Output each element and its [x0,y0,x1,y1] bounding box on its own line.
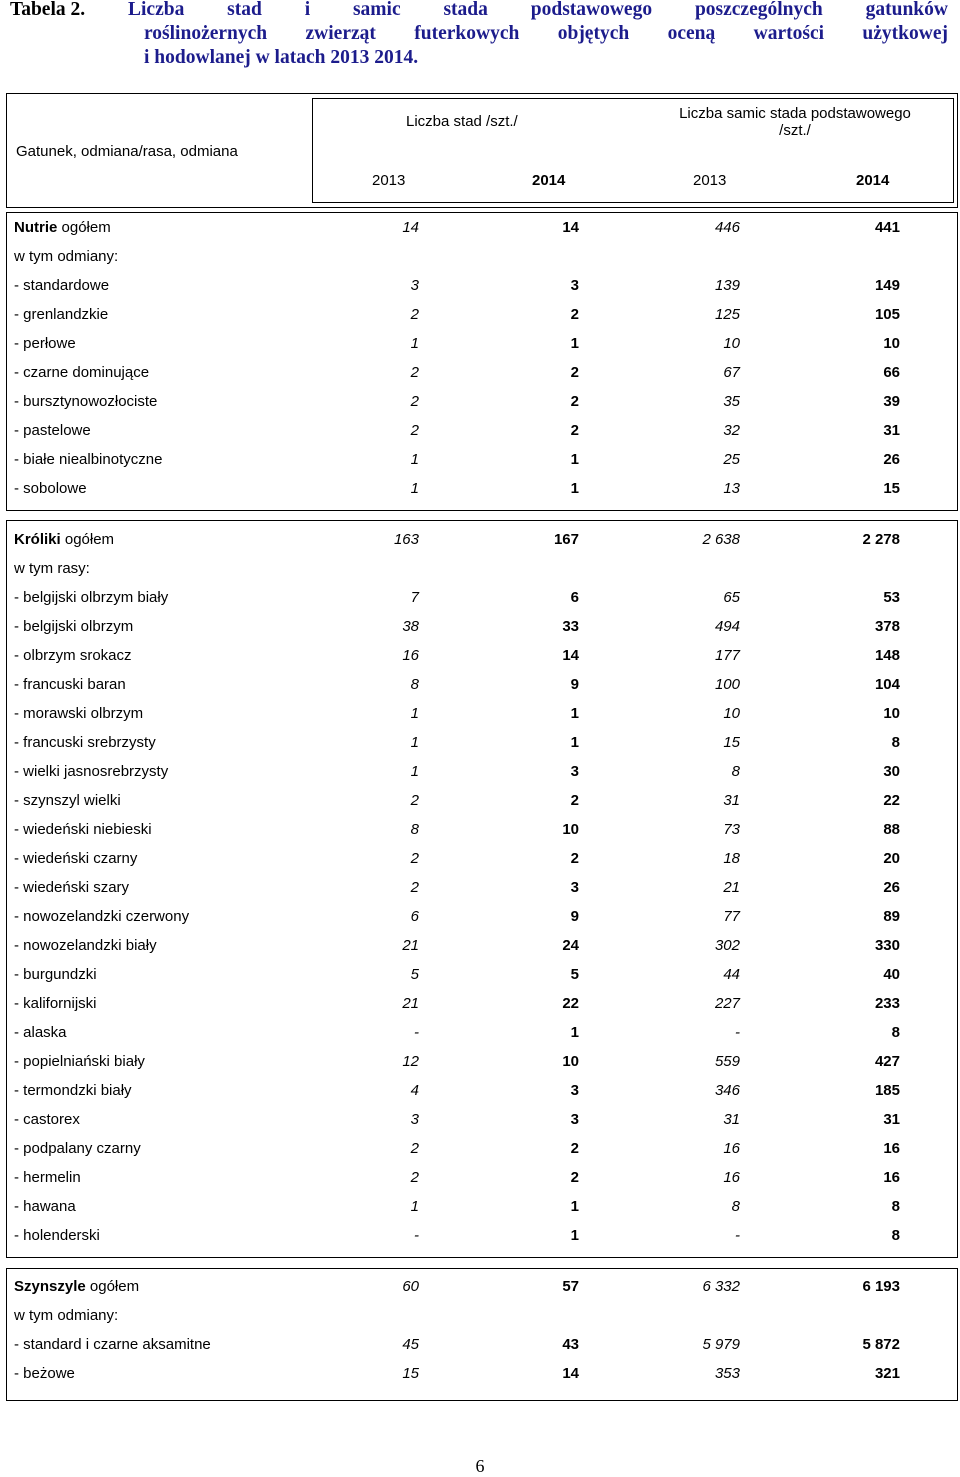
cell-herds-2014: 1 [570,1198,579,1215]
table-row-nutria [14,480,904,500]
row-label-text: - czarne dominujące [14,364,150,381]
page-number: 6 [475,1456,485,1476]
row-label-text: - belgijski olbrzym biały [14,589,169,606]
table-row-rabbits [14,792,904,812]
cell-herds-2013: 1 [410,763,419,780]
row-label [14,219,111,236]
cell-herds-2014: 2 [570,393,579,410]
table-row-nutria [14,219,904,239]
cell-females-2013: 44 [723,966,740,983]
cell-females-2013: 8 [731,1198,740,1215]
cell-females-2013: 73 [723,821,740,838]
cell-females-2013: 31 [723,792,740,809]
row-label-text: w tym rasy: [14,560,90,577]
row-label-text: - pastelowe [14,422,91,439]
cell-females-2014: 8 [891,1198,900,1215]
cell-females-2014: 5 872 [862,1336,900,1353]
cell-females-2013: 16 [723,1140,740,1157]
row-label [14,531,114,548]
cell-females-2013: 6 332 [702,1278,740,1295]
cell-herds-2013: 2 [410,850,419,867]
cell-herds-2014: 10 [562,1053,579,1070]
year-header-herds-2014: 2014 [532,172,566,189]
row-label [14,618,133,635]
cell-herds-2014: 43 [562,1336,579,1353]
cell-females-2014: 88 [883,821,900,838]
cell-herds-2013: 21 [402,995,419,1012]
row-label-species: Nutrie [14,219,58,236]
table-row-rabbits [14,1198,904,1218]
row-label [14,937,157,954]
cell-females-2014: 39 [883,393,900,410]
cell-females-2014: 31 [883,1111,900,1128]
row-label [14,792,121,809]
cell-herds-2014: 10 [562,821,579,838]
table-row-nutria [14,306,904,326]
table-row-rabbits [14,647,904,667]
cell-females-2013: 21 [723,879,740,896]
cell-herds-2014: 1 [570,480,579,497]
row-label [14,1198,76,1215]
cell-herds-2014: 3 [570,879,579,896]
cell-herds-2013: - [414,1227,419,1244]
row-label-species: Szynszyle [14,1278,86,1295]
female-count-group-header: Liczba samic stada podstawowego /szt./ [679,105,911,139]
cell-herds-2014: 3 [570,1111,579,1128]
cell-herds-2014: 24 [562,937,579,954]
row-label-text: - bursztynowozłociste [14,393,158,410]
cell-herds-2014: 2 [570,1169,579,1186]
row-label-text: - holenderski [14,1227,100,1244]
cell-females-2013: 35 [723,393,740,410]
cell-herds-2013: 7 [410,589,419,606]
table-row-rabbits [14,1082,904,1102]
cell-females-2014: 2 278 [862,531,900,548]
cell-herds-2014: 2 [570,422,579,439]
row-label [14,647,132,664]
row-label [14,248,118,265]
row-label-text: - wiedeński czarny [14,850,138,867]
cell-females-2014: 6 193 [862,1278,900,1295]
cell-females-2013: 31 [723,1111,740,1128]
cell-females-2013: - [735,1024,740,1041]
row-label-text: - podpalany czarny [14,1140,141,1157]
row-label-text: - olbrzym srokacz [14,647,132,664]
row-label-text: - standardowe [14,277,110,294]
cell-herds-2013: 1 [410,335,419,352]
row-label-text: - burgundzki [14,966,97,983]
cell-herds-2014: 167 [553,531,579,548]
cell-herds-2014: 1 [570,734,579,751]
cell-herds-2014: 1 [570,451,579,468]
row-label-text: - nowozelandzki biały [14,937,157,954]
row-label [14,1053,145,1070]
cell-herds-2014: 2 [570,364,579,381]
table-row-rabbits [14,676,904,696]
row-label [14,451,162,468]
cell-herds-2013: 8 [410,676,419,693]
table-row-nutria [14,393,904,413]
cell-females-2014: 89 [883,908,900,925]
row-label-text: - belgijski olbrzym [14,618,134,635]
cell-females-2014: 330 [874,937,900,954]
cell-herds-2013: 16 [402,647,419,664]
row-label-species: Króliki [14,531,61,548]
cell-females-2014: 31 [883,422,900,439]
row-label [14,850,137,867]
table-row-nutria [14,451,904,471]
row-label [14,306,108,323]
cell-females-2014: 104 [874,676,900,693]
row-label [14,480,87,497]
cell-herds-2013: 21 [402,937,419,954]
row-label [14,1169,81,1186]
table-row-rabbits [14,705,904,725]
table-row-rabbits [14,966,904,986]
cell-females-2014: 53 [883,589,900,606]
cell-herds-2014: 2 [570,792,579,809]
row-label-text: - beżowe [14,1365,75,1382]
cell-herds-2014: 33 [562,618,579,635]
table-row-chinchillas [14,1365,904,1385]
cell-herds-2013: - [414,1024,419,1041]
cell-females-2014: 8 [891,1024,900,1041]
table-row-rabbits [14,1053,904,1073]
cell-females-2014: 22 [883,792,900,809]
row-label-text: - białe niealbinotyczne [14,451,163,468]
cell-females-2014: 16 [883,1140,900,1157]
cell-females-2013: 18 [723,850,740,867]
cell-herds-2013: 14 [402,219,419,236]
cell-females-2014: 148 [874,647,900,664]
cell-females-2014: 16 [883,1169,900,1186]
row-label-text: - perłowe [14,335,76,352]
cell-herds-2013: 38 [402,618,419,635]
year-header-females-2014: 2014 [856,172,890,189]
table-row-nutria [14,335,904,355]
row-label [14,995,97,1012]
table-row-chinchillas [14,1278,904,1298]
cell-herds-2013: 1 [410,734,419,751]
cell-herds-2013: 8 [410,821,419,838]
row-label-text: - kalifornijski [14,995,97,1012]
table-row-chinchillas [14,1307,904,1327]
row-label [14,821,152,838]
row-label-text: - hawana [14,1198,76,1215]
cell-females-2013: 227 [714,995,740,1012]
row-label-text: ogółem [85,1278,140,1295]
row-label [14,1365,75,1382]
cell-herds-2013: 12 [402,1053,419,1070]
table-row-rabbits [14,879,904,899]
row-label [14,1140,141,1157]
cell-females-2014: 8 [891,1227,900,1244]
cell-herds-2013: 2 [410,422,419,439]
cell-females-2014: 427 [874,1053,900,1070]
table-row-rabbits [14,1140,904,1160]
cell-herds-2013: 5 [410,966,419,983]
cell-females-2014: 26 [883,879,900,896]
cell-females-2013: - [735,1227,740,1244]
cell-herds-2014: 14 [562,647,579,664]
cell-females-2013: 13 [723,480,740,497]
row-label-text: - wielki jasnosrebrzysty [14,763,169,780]
row-label-text: - nowozelandzki czerwony [14,908,190,925]
cell-herds-2013: 2 [410,306,419,323]
row-label-text: - standard i czarne aksamitne [14,1336,211,1353]
cell-females-2013: 67 [723,364,740,381]
cell-females-2014: 40 [883,966,900,983]
row-label [14,364,149,381]
cell-herds-2013: 4 [410,1082,419,1099]
cell-females-2013: 100 [714,676,740,693]
cell-herds-2013: 2 [410,879,419,896]
row-label [14,1307,118,1324]
cell-herds-2013: 1 [410,451,419,468]
species-column-header: Gatunek, odmiana/rasa, odmiana [16,143,238,160]
cell-females-2013: 302 [714,937,740,954]
cell-herds-2014: 9 [570,676,579,693]
cell-females-2013: 32 [723,422,740,439]
row-label [14,1278,139,1295]
cell-females-2013: 10 [723,335,740,352]
cell-females-2013: 65 [723,589,740,606]
year-header-herds-2013: 2013 [372,172,406,189]
cell-herds-2013: 2 [410,792,419,809]
table-row-rabbits [14,560,904,580]
cell-herds-2014: 14 [562,1365,579,1382]
cell-herds-2014: 1 [570,1227,579,1244]
cell-females-2014: 10 [883,335,900,352]
cell-herds-2013: 6 [410,908,419,925]
cell-herds-2013: 2 [410,1169,419,1186]
cell-females-2014: 149 [874,277,900,294]
cell-herds-2013: 1 [410,1198,419,1215]
cell-females-2013: 353 [714,1365,740,1382]
cell-females-2013: 559 [714,1053,740,1070]
row-label-text: - szynszyl wielki [14,792,121,809]
row-label-text: - hermelin [14,1169,81,1186]
table-row-nutria [14,248,904,268]
table-row-rabbits [14,763,904,783]
cell-females-2013: 77 [723,908,740,925]
cell-herds-2013: 45 [402,1336,419,1353]
cell-females-2014: 378 [874,618,900,635]
cell-females-2014: 441 [874,219,900,236]
row-label [14,589,168,606]
row-label [14,335,76,352]
row-label [14,1227,100,1244]
table-row-rabbits [14,734,904,754]
cell-females-2013: 2 638 [702,531,740,548]
cell-females-2014: 8 [891,734,900,751]
table-row-rabbits [14,589,904,609]
table-title [10,0,948,70]
cell-herds-2014: 2 [570,1140,579,1157]
row-label-text: - grenlandzkie [14,306,109,323]
table-row-rabbits [14,937,904,957]
cell-females-2014: 105 [874,306,900,323]
row-label [14,705,143,722]
row-label-text: ogółem [60,531,115,548]
table-row-rabbits [14,850,904,870]
cell-herds-2013: 1 [410,480,419,497]
row-label [14,879,129,896]
cell-herds-2014: 3 [570,277,579,294]
table-row-rabbits [14,618,904,638]
cell-females-2013: 177 [714,647,740,664]
row-label [14,422,91,439]
table-row-rabbits [14,908,904,928]
cell-herds-2014: 2 [570,850,579,867]
cell-herds-2013: 2 [410,1140,419,1157]
cell-females-2013: 10 [723,705,740,722]
cell-herds-2014: 3 [570,1082,579,1099]
cell-herds-2013: 3 [410,277,419,294]
title-line-1: Tabela 2. Liczba stad i samic stada podstawowego poszczególnych gatunków [10,0,948,20]
title-line-2: roślinożernych zwierząt futerkowych objętych oceną wartości użytkowej [144,23,948,44]
cell-females-2013: 8 [731,763,740,780]
row-label [14,560,90,577]
row-label-text: w tym odmiany: [14,1307,119,1324]
table-row-rabbits [14,531,904,551]
cell-females-2013: 15 [723,734,740,751]
cell-females-2014: 30 [883,763,900,780]
cell-females-2013: 16 [723,1169,740,1186]
table-label: Tabela 2. [10,0,86,20]
table-row-rabbits [14,995,904,1015]
cell-females-2013: 125 [714,306,740,323]
row-label [14,1024,67,1041]
row-label [14,393,157,410]
table-row-nutria [14,364,904,384]
cell-females-2014: 15 [883,480,900,497]
cell-herds-2014: 2 [570,306,579,323]
row-label [14,966,97,983]
herd-count-group-header: Liczba stad /szt./ [406,113,518,130]
cell-herds-2014: 1 [570,335,579,352]
row-label [14,1336,211,1353]
cell-herds-2014: 5 [570,966,579,983]
cell-females-2014: 321 [874,1365,900,1382]
row-label-text: - castorex [14,1111,80,1128]
cell-females-2014: 185 [874,1082,900,1099]
cell-females-2014: 10 [883,705,900,722]
cell-herds-2013: 163 [393,531,419,548]
cell-herds-2014: 14 [562,219,579,236]
cell-females-2013: 25 [723,451,740,468]
cell-herds-2014: 3 [570,763,579,780]
cell-females-2013: 494 [714,618,740,635]
cell-herds-2013: 15 [402,1365,419,1382]
row-label-text: - alaska [14,1024,67,1041]
row-label-text: - wiedeński niebieski [14,821,152,838]
table-row-rabbits [14,821,904,841]
table-row-nutria [14,277,904,297]
row-label-text: - sobolowe [14,480,87,497]
cell-females-2013: 5 979 [702,1336,740,1353]
table-row-rabbits [14,1111,904,1131]
row-label [14,1111,80,1128]
cell-females-2014: 26 [883,451,900,468]
row-label [14,676,126,693]
row-label [14,1082,132,1099]
cell-herds-2014: 57 [562,1278,579,1295]
table-row-rabbits [14,1024,904,1044]
cell-herds-2014: 9 [570,908,579,925]
cell-females-2013: 346 [714,1082,740,1099]
cell-herds-2014: 1 [570,705,579,722]
row-label-text: - morawski olbrzym [14,705,144,722]
row-label-text: - francuski srebrzysty [14,734,156,751]
table-row-chinchillas [14,1336,904,1356]
row-label-text: - popielniański biały [14,1053,145,1070]
cell-females-2014: 66 [883,364,900,381]
row-label-text: - termondzki biały [14,1082,132,1099]
year-header-females-2013: 2013 [693,172,727,189]
cell-herds-2013: 1 [410,705,419,722]
row-label-text: - francuski baran [14,676,126,693]
title-line-3: i hodowlanej w latach 2013 2014. [144,47,419,68]
row-label [14,277,109,294]
table-row-nutria [14,422,904,442]
row-label-text: - wiedeński szary [14,879,130,896]
table-row-rabbits [14,1227,904,1247]
cell-females-2013: 446 [714,219,740,236]
cell-herds-2014: 6 [570,589,579,606]
row-label [14,908,189,925]
cell-herds-2014: 1 [570,1024,579,1041]
row-label [14,763,168,780]
row-label [14,734,156,751]
cell-herds-2013: 2 [410,364,419,381]
cell-herds-2013: 60 [402,1278,419,1295]
cell-females-2014: 233 [874,995,900,1012]
row-label-text: ogółem [57,219,111,236]
cell-herds-2014: 22 [562,995,579,1012]
cell-herds-2013: 2 [410,393,419,410]
cell-herds-2013: 3 [410,1111,419,1128]
cell-females-2013: 139 [714,277,740,294]
cell-females-2014: 20 [883,850,900,867]
table-row-rabbits [14,1169,904,1189]
row-label-text: w tym odmiany: [14,248,119,265]
